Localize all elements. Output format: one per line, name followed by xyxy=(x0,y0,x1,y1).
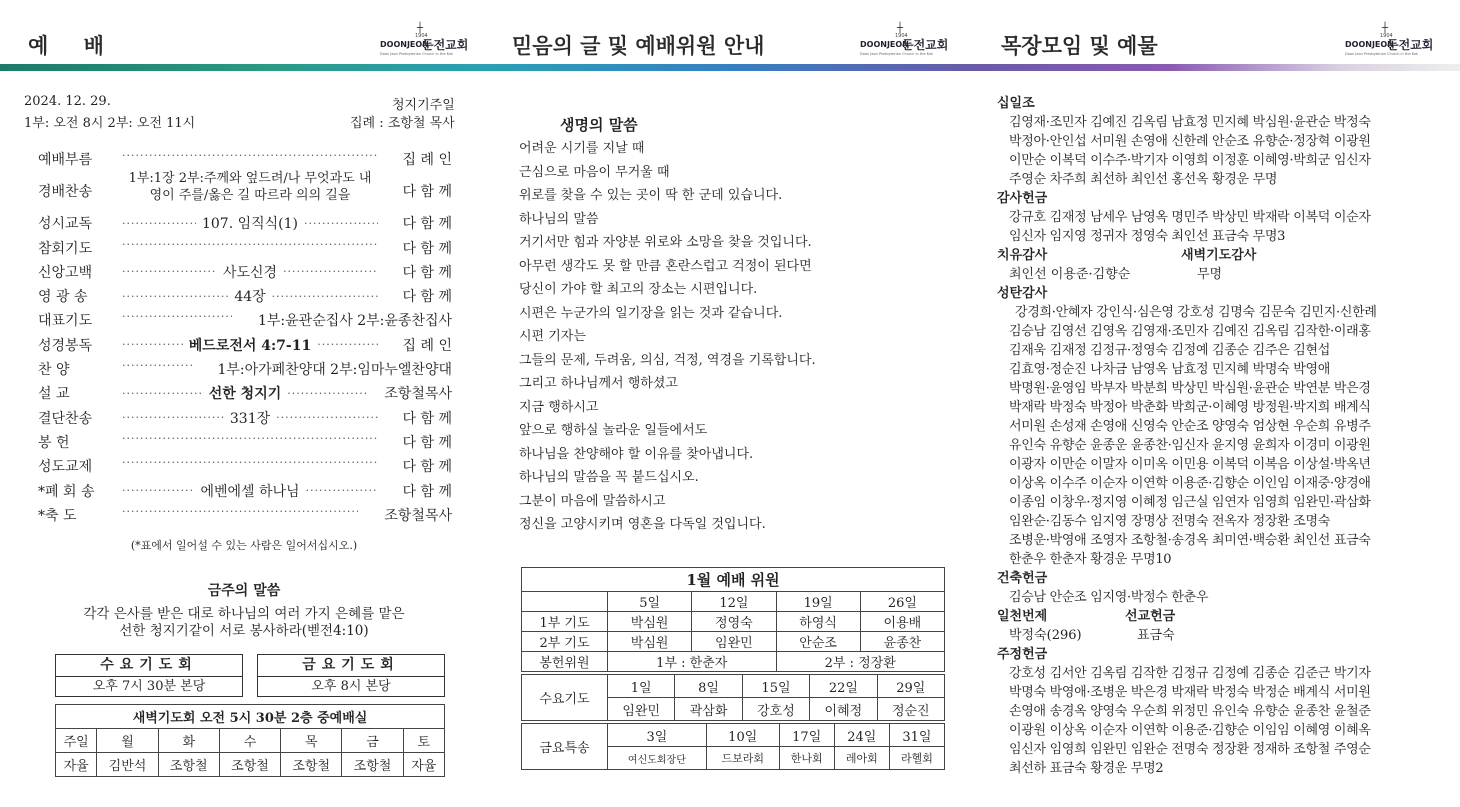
offering-heading: 일천번제 xyxy=(997,609,1048,624)
panel-title: 예 배 xyxy=(28,34,118,58)
meditation-line: 거기서만 힘과 자양분 위로와 소망을 찾을 것입니다. xyxy=(519,235,812,250)
order-label: 결단찬송 xyxy=(38,410,93,427)
box-title: 수요기도회 xyxy=(56,655,242,677)
donor-line: 주영순 차주희 최선하 최인선 홍선옥 황경운 무명 xyxy=(1009,172,1278,187)
order-leader: 조항철목사 xyxy=(384,507,452,524)
row-label: 2부 기도 xyxy=(522,632,608,652)
offering-heading: 십일조 xyxy=(997,96,1035,111)
meditation-line: 어려운 시기를 지날 때 xyxy=(519,141,645,156)
leader-cell: 조항철 xyxy=(342,753,403,777)
church-logo xyxy=(860,24,956,58)
date-cell: 10일 xyxy=(706,724,779,747)
date-cell: 31일 xyxy=(889,724,944,747)
order-leader: 조항철목사 xyxy=(384,386,452,403)
logo-en: DOONJEON xyxy=(860,40,909,49)
donor-line: 손영애 송경옥 양영숙 우순희 위정민 유인숙 유향순 윤종찬 윤철준 xyxy=(1009,704,1371,719)
cross-icon: ┼ xyxy=(897,23,904,34)
order-item xyxy=(38,453,452,477)
donor-line: 임신자 임지영 정귀자 정영숙 최인선 표금숙 무명3 xyxy=(1009,229,1286,244)
order-leader: 다 함 께 xyxy=(402,289,452,306)
order-label: 찬 양 xyxy=(38,362,70,379)
meditation-line: 당신이 가야 할 최고의 장소는 시편입니다. xyxy=(519,282,758,297)
offerings-panel xyxy=(975,0,1460,807)
donor-line: 서미원 손성재 손영애 신영숙 안순조 양영숙 엄상현 우순희 유병주 xyxy=(1009,419,1371,434)
service-times: 1부: 오전 8시 2부: 오전 11시 xyxy=(24,116,196,131)
table-title: 1월 예배 위원 xyxy=(522,568,945,592)
order-leader: 집 례 인 xyxy=(402,337,452,354)
order-content: 에벤에셀 하나님 xyxy=(200,483,300,500)
donor-line: 이종임 이창우·정지영 이혜정 임근실 임연자 임영희 임완민·곽삼화 xyxy=(1009,495,1371,510)
day-cell: 토 xyxy=(403,729,444,753)
donor-line: 박명원·윤영임 박부자 박분희 박상민 박심원·윤관순 박연분 박은경 xyxy=(1009,381,1371,396)
order-label: 설 교 xyxy=(38,386,70,403)
donor-row xyxy=(997,626,1447,645)
row-label: 금요특송 xyxy=(522,724,608,770)
cross-icon: ┼ xyxy=(1382,23,1389,34)
verse-title: 금주의 말씀 xyxy=(207,583,281,599)
friday-prayer-box xyxy=(257,654,445,697)
day-cell: 금 xyxy=(342,729,403,753)
meditation-line: 정신을 고양시키며 영혼을 다독일 것입니다. xyxy=(519,517,766,532)
order-content: 베드로전서 4:7-11 xyxy=(188,337,312,354)
logo-en: DOONJEON xyxy=(380,40,429,49)
meditation-line: 하나님을 찬양해야 할 이유를 찾아냅니다. xyxy=(519,446,754,462)
donor-line: 강경희·안혜자 강인식·심은영 강호성 김명숙 김문숙 김민지·신한례 xyxy=(1015,305,1377,320)
donor-line: 조병운·박영애 조영자 조항철·송경옥 최미연·백승환 최인선 표금숙 xyxy=(1009,533,1371,548)
logo-year: 1904 xyxy=(1380,33,1393,39)
order-content: 선한 청지기 xyxy=(208,386,282,403)
church-logo xyxy=(380,24,476,58)
table-row xyxy=(56,729,445,753)
header-bar xyxy=(975,64,1460,71)
logo-ko: 둔전교회 xyxy=(1387,38,1434,52)
offering-heading: 감사헌금 xyxy=(997,191,1048,206)
wednesday-prayer-table xyxy=(521,674,945,721)
order-item xyxy=(38,502,452,526)
meditation-line: 시편 기자는 xyxy=(519,329,586,344)
church-logo xyxy=(1345,24,1441,58)
order-item xyxy=(38,146,452,170)
offering-list xyxy=(997,94,1447,778)
panel-title: 믿음의 글 및 예배위원 안내 xyxy=(512,34,765,58)
order-leader: 다 함 께 xyxy=(402,434,452,451)
donor-line: 무명 xyxy=(1197,267,1223,282)
offering-heading-row xyxy=(997,607,1447,626)
logo-year: 1904 xyxy=(895,33,908,39)
verse-line: 각각 은사를 받은 대로 하나님의 여러 가지 은혜를 맡은 xyxy=(83,606,405,622)
name-cell: 안순조 xyxy=(776,632,860,652)
donor-line: 김승남 안순조 임지영·박정수 한춘우 xyxy=(1009,590,1209,605)
order-label: *축 도 xyxy=(38,507,77,524)
name-cell: 강호성 xyxy=(742,698,809,721)
donor-line: 김승남 김영선 김영옥 김영재·조민자 김예진 김옥림 김작한·이래홍 xyxy=(1009,324,1371,339)
donor-line: 이만순 이복덕 이수주·박기자 이영희 이정훈 이혜영·박희군 임신자 xyxy=(1009,153,1371,168)
row-label: 봉헌위원 xyxy=(522,652,608,672)
order-item xyxy=(38,210,452,234)
panel-title: 목장모임 및 예물 xyxy=(1001,34,1158,58)
logo-ko: 둔전교회 xyxy=(422,38,469,52)
name-cell: 레아회 xyxy=(834,747,889,770)
order-item xyxy=(38,170,452,210)
date-cell: 22일 xyxy=(810,675,877,698)
order-item xyxy=(38,380,452,404)
meditation-line: 그리고 하나님께서 행하셨고 xyxy=(519,376,678,391)
offering-heading: 건축헌금 xyxy=(997,571,1048,586)
name-cell: 박심원 xyxy=(608,612,692,632)
sunday-name: 청지기주일 xyxy=(392,98,455,113)
order-label: 경배찬송 xyxy=(38,184,93,201)
donor-row xyxy=(997,265,1447,284)
order-label: 영 광 송 xyxy=(38,289,88,306)
table-row xyxy=(522,612,945,632)
donor-line: 박재락 박정숙 박정아 박춘화 박희군·이혜영 방정원·박지희 배계식 xyxy=(1009,400,1371,415)
name-cell: 1부 : 한춘자 xyxy=(608,652,777,672)
donor-line: 임완순·김동수 임지영 장명상 전명숙 전옥자 정장환 조명숙 xyxy=(1009,514,1331,529)
name-cell: 정영숙 xyxy=(692,612,776,632)
leader-cell: 김반석 xyxy=(97,753,158,777)
order-of-worship xyxy=(38,146,452,526)
donor-line: 박정숙(296) xyxy=(1009,628,1082,643)
donor-line: 표금숙 xyxy=(1137,628,1175,643)
order-content: 1부:1장 2부:주께와 엎드려/나 무엇과도 내 영이 주를/옳은 길 따르라 의의 길을 xyxy=(128,171,372,204)
name-cell: 한나회 xyxy=(779,747,834,770)
order-label: 봉 헌 xyxy=(38,434,70,451)
name-cell: 윤종찬 xyxy=(860,632,944,652)
name-cell: 여신도회장단 xyxy=(608,747,707,770)
cross-icon: ┼ xyxy=(417,23,424,34)
order-content: 107. 임직식(1) xyxy=(201,216,299,233)
meditation-panel xyxy=(488,0,975,807)
donor-line: 이광자 이만순 이말자 이미옥 이민용 이복덕 이복음 이상설·박옥년 xyxy=(1009,457,1371,472)
donor-line: 임신자 임영희 임완민 임완순 전명숙 정장환 정재하 조항철 주영순 xyxy=(1009,742,1371,757)
box-value: 오후 7시 30분 본당 xyxy=(92,679,206,694)
logo-year: 1904 xyxy=(415,33,428,39)
order-content: 사도신경 xyxy=(222,264,278,281)
order-leader: 다 함 께 xyxy=(402,410,452,427)
service-date: 2024. 12. 29. xyxy=(24,94,111,109)
leader-dots xyxy=(122,149,378,162)
leader-cell: 조항철 xyxy=(158,753,219,777)
presider: 집례 : 조항철 목사 xyxy=(350,116,455,131)
order-content: 44장 xyxy=(234,289,266,306)
meditation-line: 그들의 문제, 두려움, 의심, 걱정, 역경을 기록합니다. xyxy=(519,352,816,368)
order-label: 성시교독 xyxy=(38,216,93,233)
panel-header xyxy=(0,0,488,68)
donor-line: 박정아·안인섭 서미원 손영애 신한례 안순조 유향순·정장혁 이광원 xyxy=(1009,134,1371,149)
dawn-prayer-table xyxy=(55,704,445,777)
order-item xyxy=(38,429,452,453)
offering-heading: 주정헌금 xyxy=(997,647,1048,662)
donor-line: 최인선 이용준·김향순 xyxy=(1009,267,1131,282)
order-leader: 다 함 께 xyxy=(402,240,452,257)
friday-special-table xyxy=(521,723,945,770)
panel-header xyxy=(975,0,1460,68)
donor-line: 이광원 이상옥 이순자 이연학 이용준·김향순 이임임 이혜영 이혜옥 xyxy=(1009,723,1371,738)
day-cell: 주일 xyxy=(56,729,97,753)
meditation-line: 하나님의 말씀 xyxy=(519,211,599,227)
row-label: 수요기도 xyxy=(522,675,608,721)
logo-ko: 둔전교회 xyxy=(902,38,949,52)
worship-panel xyxy=(0,0,488,807)
header-bar xyxy=(488,64,975,71)
offering-heading: 선교헌금 xyxy=(1125,609,1176,624)
donor-line: 강호성 김서안 김옥림 김작한 김정규 김정예 김종순 김준근 박기자 xyxy=(1009,666,1371,681)
name-cell: 2부 : 정장환 xyxy=(776,652,945,672)
date-cell: 1일 xyxy=(608,675,675,698)
order-leader: 다 함 께 xyxy=(402,216,452,233)
meditation-line: 지금 행하시고 xyxy=(519,399,599,415)
order-item xyxy=(38,283,452,307)
donor-line: 강규호 김재정 남세우 남영옥 명민주 박상민 박재락 이복덕 이순자 xyxy=(1009,210,1371,225)
date-cell: 26일 xyxy=(860,592,944,612)
wednesday-prayer-box xyxy=(55,654,243,697)
name-cell: 이용배 xyxy=(860,612,944,632)
offering-heading: 새벽기도감사 xyxy=(1181,248,1257,263)
leader-cell: 조항철 xyxy=(219,753,280,777)
date-cell: 8일 xyxy=(675,675,742,698)
order-label: *폐 회 송 xyxy=(38,483,95,500)
donor-line: 김재욱 김재정 김정규·정영숙 김정예 김종순 김주은 김현섭 xyxy=(1009,343,1331,358)
donor-line: 이상옥 이수주 이순자 이연학 이용준·김향순 이인임 이재중·양경애 xyxy=(1009,476,1371,491)
order-label: 예배부름 xyxy=(38,152,93,168)
order-leader: 1부:아가페찬양대 2부:임마누엘찬양대 xyxy=(217,362,452,379)
order-label: 참회기도 xyxy=(38,240,93,257)
logo-sub: Doon Jeon Presbyterian Church in the Kok xyxy=(860,52,934,56)
verse-line: 선한 청지기같이 서로 봉사하라(벧전4:10) xyxy=(119,623,369,639)
leader-cell: 자율 xyxy=(56,753,97,777)
logo-sub: Doon Jeon Presbyterian Church in the Kok xyxy=(1345,52,1419,56)
order-leader: 다 함 께 xyxy=(402,483,452,500)
meditation-line: 시편은 누군가의 일기장을 읽는 것과 같습니다. xyxy=(519,305,783,321)
box-value: 오후 8시 본당 xyxy=(311,679,391,694)
table-title: 새벽기도회 오전 5시 30분 2층 중예배실 xyxy=(56,705,445,729)
order-item xyxy=(38,235,452,259)
donor-line: 최선하 표금숙 황경운 무명2 xyxy=(1009,761,1164,776)
meditation-line: 앞으로 행하실 놀라운 일들에서도 xyxy=(519,423,708,438)
name-cell: 하영식 xyxy=(776,612,860,632)
verse-text xyxy=(0,606,488,640)
name-cell: 정순진 xyxy=(877,698,944,721)
order-leader: 다 함 께 xyxy=(402,264,452,281)
date-cell: 17일 xyxy=(779,724,834,747)
order-content: 331장 xyxy=(229,410,271,427)
order-leader: 다 함 께 xyxy=(402,459,452,476)
order-item xyxy=(38,405,452,429)
offering-heading: 성탄감사 xyxy=(997,286,1048,301)
order-item xyxy=(38,259,452,283)
table-row xyxy=(522,675,945,698)
order-item xyxy=(38,356,452,380)
table-row xyxy=(522,724,945,747)
date-cell: 29일 xyxy=(877,675,944,698)
date-cell: 3일 xyxy=(608,724,707,747)
date-cell: 12일 xyxy=(692,592,776,612)
name-cell: 임완민 xyxy=(608,698,675,721)
meditation-text xyxy=(519,137,959,537)
name-cell: 이혜정 xyxy=(810,698,877,721)
order-leader: 집 례 인 xyxy=(402,152,452,168)
leader-cell: 조항철 xyxy=(281,753,342,777)
january-roles-table xyxy=(521,567,945,672)
offering-heading: 치유감사 xyxy=(997,248,1048,263)
donor-line: 유인숙 유향순 윤종운 윤종찬·임신자 윤지영 윤희자 이경미 이광원 xyxy=(1009,438,1371,453)
meditation-line: 그분이 마음에 말씀하시고 xyxy=(519,493,666,509)
table-row xyxy=(522,632,945,652)
table-row xyxy=(522,652,945,672)
leader-cell: 자율 xyxy=(403,753,444,777)
name-cell: 라헬회 xyxy=(889,747,944,770)
donor-line: 김영재·조민자 김예진 김옥림 남효정 민지혜 박심원·윤관순 박정숙 xyxy=(1009,115,1371,130)
name-cell: 임완민 xyxy=(692,632,776,652)
order-item xyxy=(38,332,452,356)
day-cell: 목 xyxy=(281,729,342,753)
donor-line: 한춘우 한춘자 황경운 무명10 xyxy=(1009,552,1172,567)
name-cell: 곽삼화 xyxy=(675,698,742,721)
panel-header xyxy=(488,0,975,68)
logo-en: DOONJEON xyxy=(1345,40,1394,49)
donor-line: 김효영·정순진 나차금 남영옥 남효정 민지혜 박명숙 박영애 xyxy=(1009,362,1331,377)
meditation-line: 아무런 생각도 못 할 만큼 혼란스럽고 걱정이 된다면 xyxy=(519,258,812,274)
date-cell: 24일 xyxy=(834,724,889,747)
meditation-line: 위로를 찾을 수 있는 곳이 딱 한 군데 있습니다. xyxy=(519,188,783,203)
standing-note: (*표에서 일어설 수 있는 사람은 일어서십시오.) xyxy=(130,539,358,552)
order-label: 성경봉독 xyxy=(38,337,93,354)
box-title: 금요기도회 xyxy=(258,655,444,677)
day-cell: 월 xyxy=(97,729,158,753)
order-item xyxy=(38,478,452,502)
offering-heading-row xyxy=(997,246,1447,265)
order-item xyxy=(38,307,452,331)
meditation-line: 하나님의 말씀을 꼭 붙드십시오. xyxy=(519,470,699,485)
date-cell: 19일 xyxy=(776,592,860,612)
day-cell: 수 xyxy=(219,729,280,753)
logo-sub: Doon Jeon Presbyterian Church in the Kok xyxy=(380,52,454,56)
table-row xyxy=(522,592,945,612)
meditation-line: 근심으로 마음이 무거울 때 xyxy=(519,164,670,180)
day-cell: 화 xyxy=(158,729,219,753)
order-label: 대표기도 xyxy=(38,313,93,330)
order-label: 신앙고백 xyxy=(38,264,93,281)
order-leader: 1부:윤관순집사 2부:윤종찬집사 xyxy=(258,313,452,330)
donor-line: 박명숙 박영애·조병운 박은경 박재락 박정숙 박정순 배계식 서미원 xyxy=(1009,685,1371,700)
order-label: 성도교제 xyxy=(38,459,93,476)
header-bar xyxy=(0,64,488,71)
order-leader: 다 함 께 xyxy=(402,184,452,201)
row-label: 1부 기도 xyxy=(522,612,608,632)
date-cell: 5일 xyxy=(608,592,692,612)
name-cell: 박심원 xyxy=(608,632,692,652)
meditation-title: 생명의 말씀 xyxy=(560,116,638,134)
date-cell: 15일 xyxy=(742,675,809,698)
table-row xyxy=(56,753,445,777)
name-cell: 드보라회 xyxy=(706,747,779,770)
